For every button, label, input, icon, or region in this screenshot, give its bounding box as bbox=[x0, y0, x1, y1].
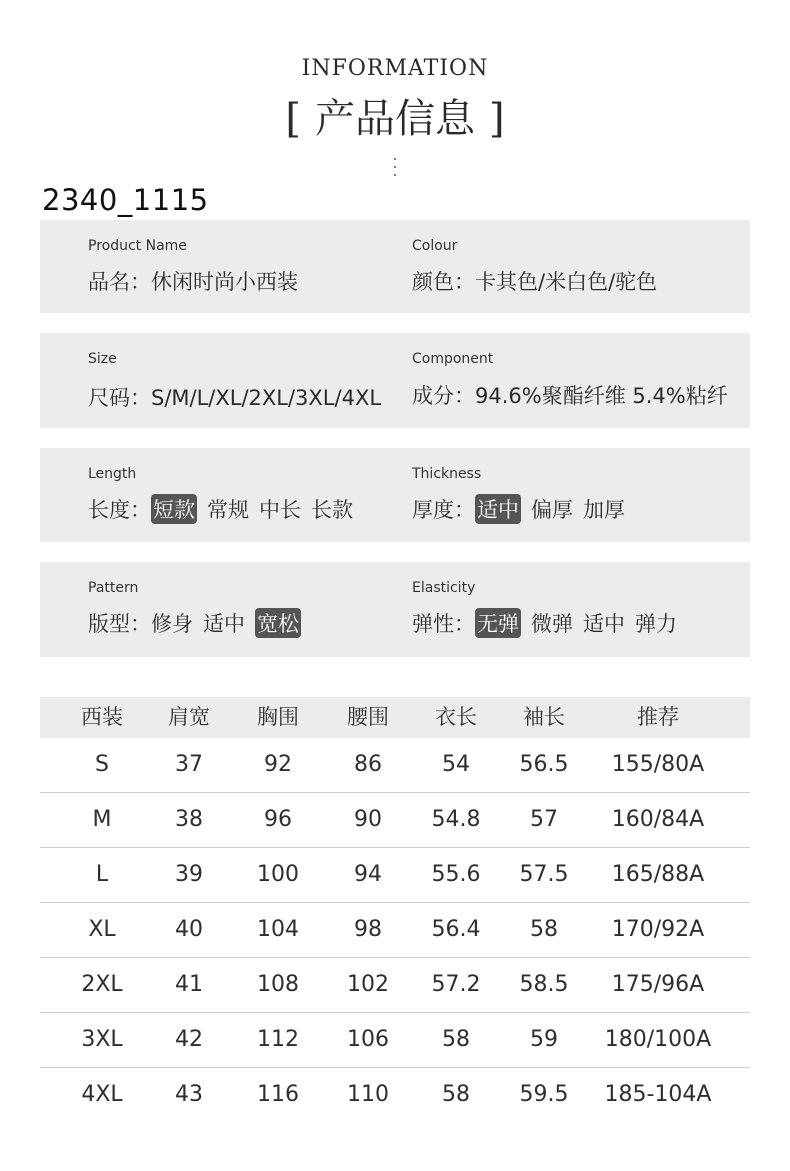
table-cell: 57.5 bbox=[519, 862, 569, 887]
info-block-name-colour bbox=[40, 220, 750, 313]
table-cell: 94 bbox=[354, 862, 382, 887]
table-cell: 54.8 bbox=[431, 807, 481, 832]
table-cell: 102 bbox=[347, 972, 389, 997]
header-cell: 衣长 bbox=[435, 705, 477, 729]
length-option: 长款 bbox=[311, 498, 353, 522]
length-prefix: 长度： bbox=[88, 498, 151, 522]
table-cell: 2XL bbox=[81, 972, 123, 997]
table-row bbox=[40, 793, 750, 848]
table-cell: 58.5 bbox=[519, 972, 569, 997]
colour-value: 颜色：卡其色/米白色/驼色 bbox=[412, 270, 658, 294]
info-block-length-thickness bbox=[40, 448, 750, 542]
table-cell: 86 bbox=[354, 752, 382, 777]
table-row bbox=[40, 1068, 750, 1122]
length-option: 中长 bbox=[259, 498, 301, 522]
pattern-label: Pattern bbox=[88, 580, 139, 596]
table-cell: 40 bbox=[175, 917, 203, 942]
header-title-cn bbox=[0, 92, 790, 146]
table-cell: XL bbox=[88, 917, 116, 942]
table-cell: 112 bbox=[257, 1027, 299, 1052]
table-cell: 3XL bbox=[81, 1027, 123, 1052]
table-cell: 92 bbox=[264, 752, 292, 777]
table-cell: 42 bbox=[175, 1027, 203, 1052]
table-cell: 175/96A bbox=[611, 972, 705, 997]
header-title-en: INFORMATION bbox=[301, 56, 489, 81]
table-cell: 170/92A bbox=[611, 917, 705, 942]
size-table bbox=[40, 697, 750, 1122]
table-cell: 116 bbox=[257, 1082, 299, 1107]
product-name-value: 品名：休闲时尚小西装 bbox=[88, 270, 298, 294]
elasticity-prefix: 弹性： bbox=[412, 612, 475, 636]
table-cell: 43 bbox=[175, 1082, 203, 1107]
pattern-option: 宽松 bbox=[255, 608, 301, 638]
header-cell: 推荐 bbox=[637, 705, 679, 729]
table-cell: L bbox=[95, 862, 109, 887]
table-cell: 110 bbox=[347, 1082, 389, 1107]
table-row bbox=[40, 958, 750, 1013]
table-row bbox=[40, 848, 750, 903]
table-cell: 106 bbox=[347, 1027, 389, 1052]
header-cell: 肩宽 bbox=[168, 705, 210, 729]
table-cell: 39 bbox=[175, 862, 203, 887]
pattern-options bbox=[88, 608, 311, 638]
colour-label: Colour bbox=[412, 238, 458, 254]
table-cell: 90 bbox=[354, 807, 382, 832]
thickness-option: 偏厚 bbox=[531, 498, 573, 522]
size-table-header bbox=[40, 697, 750, 738]
thickness-option: 加厚 bbox=[583, 498, 625, 522]
product-name-label: Product Name bbox=[88, 238, 187, 254]
table-cell: 96 bbox=[264, 807, 292, 832]
right-bracket: ] bbox=[489, 96, 505, 142]
length-option: 短款 bbox=[151, 494, 197, 524]
pattern-prefix: 版型： bbox=[88, 612, 151, 636]
table-cell: 4XL bbox=[81, 1082, 123, 1107]
table-cell: 56.4 bbox=[431, 917, 481, 942]
table-cell: 108 bbox=[257, 972, 299, 997]
header-cell: 腰围 bbox=[347, 705, 389, 729]
table-cell: M bbox=[92, 807, 112, 832]
info-block-pattern-elasticity bbox=[40, 562, 750, 657]
table-row bbox=[40, 738, 750, 793]
table-cell: 58 bbox=[442, 1082, 470, 1107]
component-label: Component bbox=[412, 351, 494, 367]
table-cell: 58 bbox=[442, 1027, 470, 1052]
info-block-size-component bbox=[40, 333, 750, 428]
elasticity-options bbox=[412, 608, 687, 638]
elasticity-label: Elasticity bbox=[412, 580, 476, 596]
size-label: Size bbox=[88, 351, 117, 367]
table-cell: 98 bbox=[354, 917, 382, 942]
component-value: 成分：94.6%聚酯纤维 5.4%粘纤 bbox=[412, 384, 728, 408]
elasticity-option: 适中 bbox=[583, 612, 625, 636]
size-value: 尺码：S/M/L/XL/2XL/3XL/4XL bbox=[88, 386, 382, 410]
table-cell: 59.5 bbox=[519, 1082, 569, 1107]
table-cell: 155/80A bbox=[611, 752, 705, 777]
length-option: 常规 bbox=[207, 498, 249, 522]
table-row bbox=[40, 903, 750, 958]
thickness-prefix: 厚度： bbox=[412, 498, 475, 522]
elasticity-option: 无弹 bbox=[475, 608, 521, 638]
thickness-option: 适中 bbox=[475, 494, 521, 524]
table-cell: 37 bbox=[175, 752, 203, 777]
length-options bbox=[88, 494, 363, 524]
table-cell: 100 bbox=[257, 862, 299, 887]
table-cell: S bbox=[95, 752, 109, 777]
table-cell: 165/88A bbox=[611, 862, 705, 887]
table-cell: 38 bbox=[175, 807, 203, 832]
thickness-options bbox=[412, 494, 635, 524]
table-cell: 57.2 bbox=[431, 972, 481, 997]
left-bracket: [ bbox=[285, 96, 301, 142]
pattern-option: 适中 bbox=[203, 612, 245, 636]
table-cell: 104 bbox=[257, 917, 299, 942]
table-cell: 58 bbox=[530, 917, 558, 942]
header-title-cn-text: 产品信息 bbox=[315, 96, 475, 142]
table-cell: 54 bbox=[442, 752, 470, 777]
table-cell: 57 bbox=[530, 807, 558, 832]
elasticity-option: 弹力 bbox=[635, 612, 677, 636]
table-cell: 160/84A bbox=[611, 807, 705, 832]
vertical-dots-icon bbox=[393, 158, 397, 180]
table-row bbox=[40, 1013, 750, 1068]
table-cell: 55.6 bbox=[431, 862, 481, 887]
product-code: 2340_1115 bbox=[42, 183, 209, 217]
table-cell: 59 bbox=[530, 1027, 558, 1052]
elasticity-option: 微弹 bbox=[531, 612, 573, 636]
length-label: Length bbox=[88, 466, 137, 482]
table-cell: 185-104A bbox=[604, 1082, 712, 1107]
thickness-label: Thickness bbox=[412, 466, 482, 482]
header-cell: 胸围 bbox=[257, 705, 299, 729]
table-cell: 56.5 bbox=[519, 752, 569, 777]
table-cell: 41 bbox=[175, 972, 203, 997]
pattern-option: 修身 bbox=[151, 612, 193, 636]
table-cell: 180/100A bbox=[604, 1027, 712, 1052]
header-cell: 袖长 bbox=[523, 705, 565, 729]
header-cell: 西装 bbox=[81, 705, 123, 729]
